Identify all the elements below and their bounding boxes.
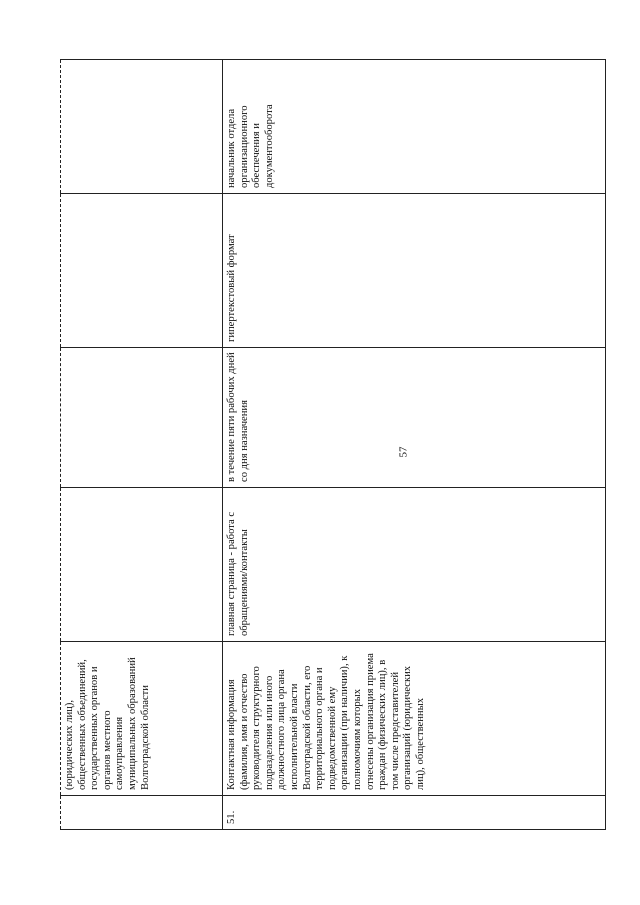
cell-content-text: (юридических лиц), общественных объединений, государственных органов и органов местного самоуправления муниципальных образований Волгоградской области bbox=[64, 657, 151, 790]
cell-location bbox=[61, 488, 223, 642]
cell-location bbox=[223, 488, 606, 642]
cell-number bbox=[61, 796, 223, 830]
cell-responsible bbox=[223, 60, 606, 194]
page-number: 57 bbox=[397, 446, 410, 458]
cell-responsible-text: начальник отдела организационного обеспечения и документооборота bbox=[226, 104, 275, 188]
cell-deadline bbox=[61, 348, 223, 488]
cell-content bbox=[223, 642, 606, 796]
table-row bbox=[223, 60, 606, 830]
cell-number bbox=[223, 796, 606, 830]
cell-content-text: Контактная информация (фамилия, имя и отчество руководителя структурного подразделения или иного должностного лица органа исполнительной власти Волгоградской области, его территориального органа и подведомственной ему организации (при наличии), к полномочиям которых отнесены организация приема граждан (физических лиц), в том числе представителей организаций (юридических лиц), общественных bbox=[226, 653, 426, 790]
cell-number-text: 51. bbox=[226, 810, 237, 824]
cell-deadline-text: в течение пяти рабочих дней со дня назначения bbox=[226, 352, 250, 482]
cell-deadline bbox=[223, 348, 606, 488]
cell-responsible bbox=[61, 60, 223, 194]
table-row bbox=[61, 60, 223, 830]
rotated-table-container bbox=[60, 104, 605, 830]
cell-format bbox=[223, 194, 606, 348]
cell-location-text: главная страница - работа с обращениями/контакты bbox=[226, 511, 250, 636]
cell-format-text: гипертекстовый формат bbox=[226, 234, 237, 342]
document-table bbox=[60, 59, 606, 830]
cell-format bbox=[61, 194, 223, 348]
cell-content bbox=[61, 642, 223, 796]
